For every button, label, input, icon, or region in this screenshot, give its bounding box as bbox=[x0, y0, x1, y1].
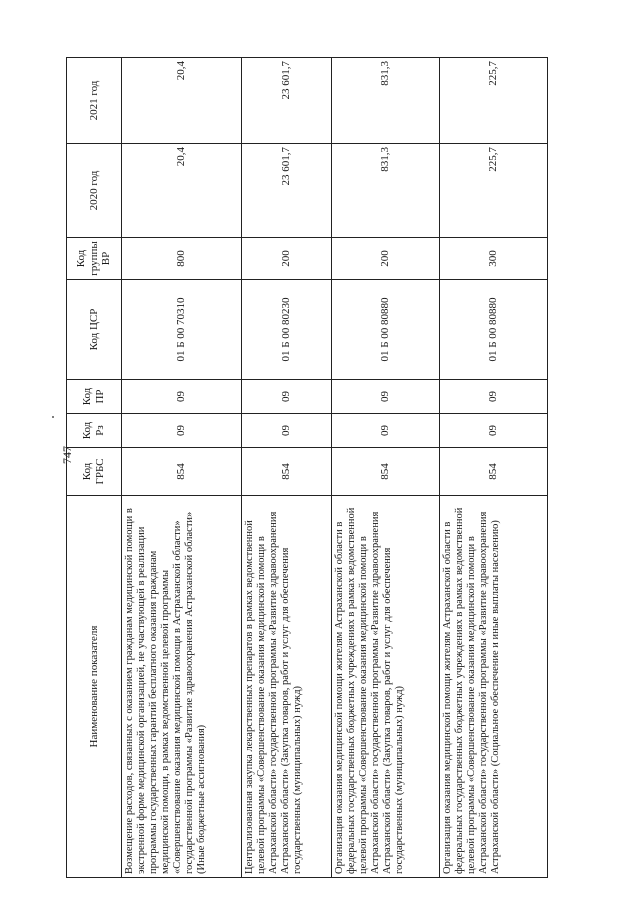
row-grbs: 854 bbox=[122, 448, 242, 496]
row-vr: 800 bbox=[122, 238, 242, 280]
row-csr: 01 Б 00 80880 bbox=[440, 280, 548, 380]
header-2020: 2020 год bbox=[67, 144, 122, 238]
row-rz: 09 bbox=[440, 414, 548, 448]
row-2021: 20,4 bbox=[122, 58, 242, 144]
rotated-table-container bbox=[66, 58, 558, 878]
header-2021: 2021 год bbox=[67, 58, 122, 144]
row-name: Организация оказания медицинской помощи жителям Астраханской области в федеральных государственных бюджетных учреждениях в рамках ведомственной целевой программы «Совершенствование оказания медицинской помощи в Астраханской области» государственной программы «Развитие здравоохранения Астраханской области» (Социальное обеспечение и иные выплаты населению) bbox=[440, 496, 548, 878]
row-csr: 01 Б 00 80230 bbox=[242, 280, 332, 380]
header-grbs: Код ГРБС bbox=[67, 448, 122, 496]
row-vr: 200 bbox=[332, 238, 440, 280]
row-2021: 225,7 bbox=[440, 58, 548, 144]
row-grbs: 854 bbox=[242, 448, 332, 496]
row-rz: 09 bbox=[122, 414, 242, 448]
page-number: 747 bbox=[60, 446, 74, 464]
row-rz: 09 bbox=[242, 414, 332, 448]
row-rz: 09 bbox=[332, 414, 440, 448]
budget-table bbox=[66, 57, 548, 878]
row-name: Организация оказания медицинской помощи жителям Астраханской области в федеральных государственных бюджетных учреждениях в рамках ведомственной целевой программы «Совершенствование оказания медицинской помощи в Астраханской области» государственной программы «Развитие здравоохранения Астраханской области» (Закупка товаров, работ и услуг для обеспечения государственных (муниципальных) нужд) bbox=[332, 496, 440, 878]
header-name: Наименование показателя bbox=[67, 496, 122, 878]
table-row bbox=[242, 58, 332, 878]
table-row bbox=[332, 58, 440, 878]
row-2020: 20,4 bbox=[122, 144, 242, 238]
header-vr: Код группы ВР bbox=[67, 238, 122, 280]
row-grbs: 854 bbox=[440, 448, 548, 496]
table-header-row bbox=[67, 58, 122, 878]
row-2020: 831,3 bbox=[332, 144, 440, 238]
table-row bbox=[440, 58, 548, 878]
row-csr: 01 Б 00 70310 bbox=[122, 280, 242, 380]
row-pr: 09 bbox=[242, 380, 332, 414]
row-2020: 225,7 bbox=[440, 144, 548, 238]
header-pr: Код ПР bbox=[67, 380, 122, 414]
scan-speck bbox=[52, 416, 54, 418]
table-row bbox=[122, 58, 242, 878]
row-2021: 23 601,7 bbox=[242, 58, 332, 144]
row-pr: 09 bbox=[122, 380, 242, 414]
row-pr: 09 bbox=[332, 380, 440, 414]
row-name: Централизованная закупка лекарственных препаратов в рамках ведомственной целевой программы «Совершенствование оказания медицинской помощи в Астраханской области» государственной программы «Развитие здравоохранения Астраханской области» (Закупка товаров, работ и услуг для обеспечения государственных (муниципальных) нужд) bbox=[242, 496, 332, 878]
row-2021: 831,3 bbox=[332, 58, 440, 144]
header-csr: Код ЦСР bbox=[67, 280, 122, 380]
row-pr: 09 bbox=[440, 380, 548, 414]
row-name: Возмещение расходов, связанных с оказанием гражданам медицинской помощи в экстренной форме медицинской организацией, не участвующей в реализации программы государственных гарантий бесплатного оказания гражданам медицинской помощи, в рамках ведомственной целевой программы «Совершенствование оказания медицинской помощи в Астраханской области» государственной программы «Развитие здравоохранения Астраханской области» (Иные бюджетные ассигнования) bbox=[122, 496, 242, 878]
header-rz: Код Рз bbox=[67, 414, 122, 448]
row-csr: 01 Б 00 80880 bbox=[332, 280, 440, 380]
row-grbs: 854 bbox=[332, 448, 440, 496]
row-vr: 200 bbox=[242, 238, 332, 280]
row-2020: 23 601,7 bbox=[242, 144, 332, 238]
row-vr: 300 bbox=[440, 238, 548, 280]
